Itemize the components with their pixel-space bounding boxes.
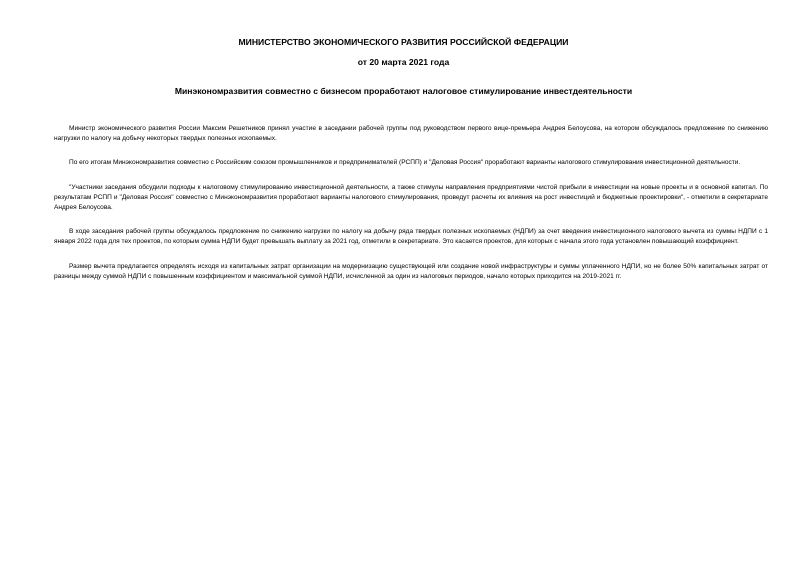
paragraph-5: Размер вычета предлагается определять исходя из капитальных затрат организации на модернизацию существующей или создание новой инфраструктуры и суммы уплаченного НДПИ, но не более 50% капитальных затрат от разницы между суммой НДПИ с повышенным коэффициентом и максимальной суммой НДПИ, исчисленной за один из налоговых периодов, начало которых приходится на 2019-2021 гг. [54,262,768,280]
document-body [54,124,768,296]
document-date: от 20 марта 2021 года [357,57,450,67]
ministry-heading: МИНИСТЕРСТВО ЭКОНОМИЧЕСКОГО РАЗВИТИЯ РОССИЙСКОЙ ФЕДЕРАЦИИ [238,37,569,47]
paragraph-1: Министр экономического развития России Максим Решетников принял участие в заседании рабочей группы под руководством первого вице-премьера Андрея Белоусова, на котором обсуждалось предложение по снижению нагрузки по налогу на добычу некоторых твердых полезных ископаемых. [54,125,768,143]
paragraph-2: По его итогам Минэкономразвития совместно с Российским союзом промышленников и предпринимателей (РСПП) и "Деловая Россия" проработают варианты налогового стимулирования инвестиционной деятельности. [69,159,741,167]
paragraph-3: "Участники заседания обсудили подходы к налоговому стимулированию инвестиционной деятельности, а также стимулы направления предприятиями чистой прибыли в инвестиции на новые проекты и в основной капитал. По результатам РСПП и "Деловая Россия" совместно с Минэкономразвития проработают варианты налогового стимулирования, проведут расчеты их влияния на рост инвестиций и бюджетные проектировки", - отметили в секретариате Андрея Белоусова. [54,183,768,212]
paragraph-4: В ходе заседания рабочей группы обсуждалось предложение по снижению нагрузки по налогу на добычу ряда твердых полезных ископаемых (НДПИ) за счет введения инвестиционного налогового вычета из суммы НДПИ с 1 января 2022 года для тех проектов, по которым сумма НДПИ будет превышать выплату за 2021 год, отметили в секретариате. Это касается проектов, для которых с начала этого года установлен повышающий коэффициент. [54,228,768,246]
document-title: Минэкономразвития совместно с бизнесом проработают налоговое стимулирование инвестдеятельности [174,86,633,96]
